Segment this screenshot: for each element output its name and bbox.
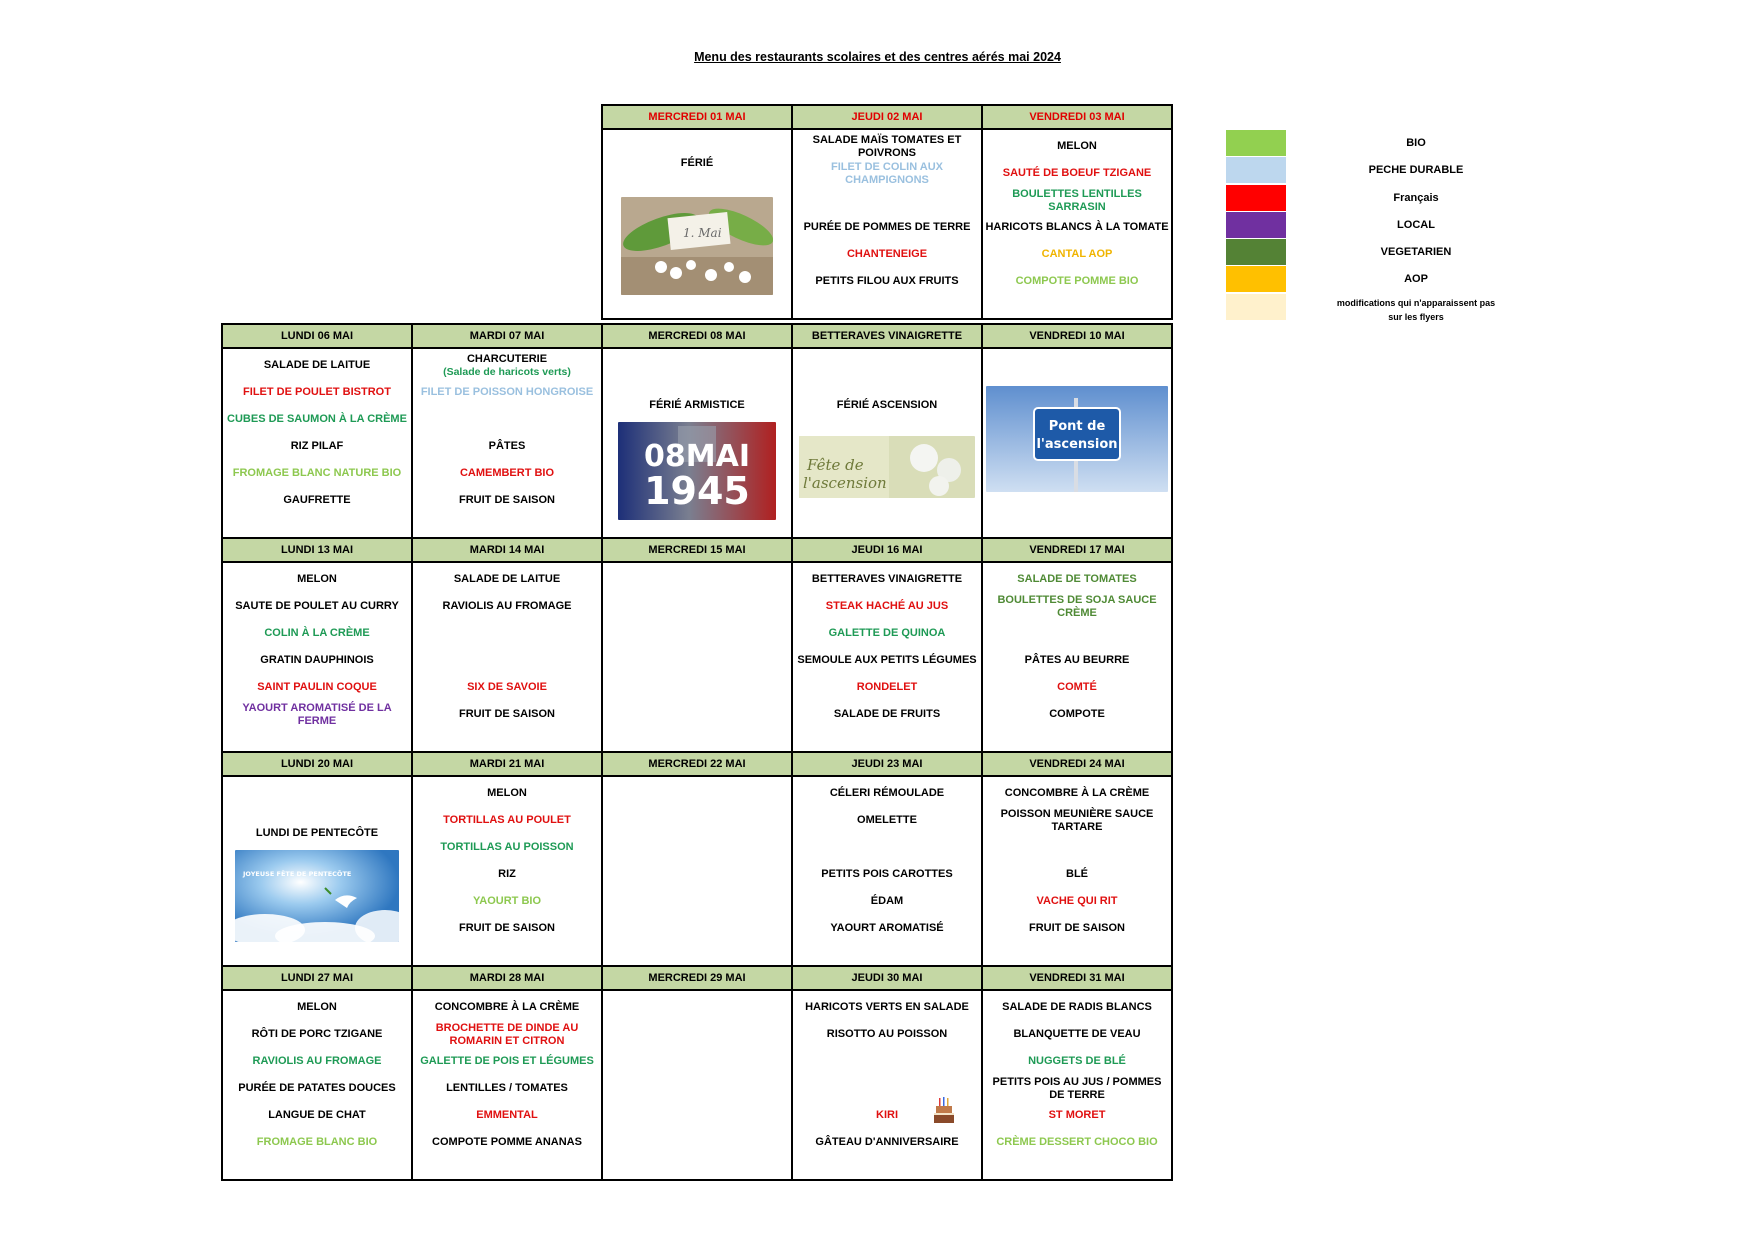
day-header: LUNDI 27 MAI xyxy=(222,966,412,990)
menu-item: FROMAGE BLANC BIO xyxy=(256,1136,378,1148)
menu-item: FRUIT DE SAISON xyxy=(459,922,555,934)
day-header: MERCREDI 22 MAI xyxy=(602,752,792,776)
svg-text:1. Mai: 1. Mai xyxy=(683,226,722,240)
day-cell-mon-13 xyxy=(222,562,412,752)
menu-item: MELON xyxy=(487,787,527,799)
birthday-cake-icon xyxy=(933,1096,955,1126)
svg-text:l'ascension: l'ascension xyxy=(803,474,887,492)
menu-item: FÉRIÉ xyxy=(680,156,714,169)
day-header: VENDREDI 31 MAI xyxy=(982,966,1172,990)
menu-item: BOULETTES LENTILLES SARRASIN xyxy=(1012,187,1142,213)
menu-item: PURÉE DE PATATES DOUCES xyxy=(238,1082,396,1094)
menu-item: RAVIOLIS AU FROMAGE xyxy=(442,600,572,612)
menu-item: PETITS POIS AU JUS / POMMES DE TERRE xyxy=(992,1075,1162,1101)
menu-item: RIZ xyxy=(498,868,516,880)
day-header: LUNDI 13 MAI xyxy=(222,538,412,562)
menu-item: LUNDI DE PENTECÔTE xyxy=(255,827,379,839)
menu-item: FÉRIÉ ARMISTICE xyxy=(649,399,745,411)
day-header: VENDREDI 24 MAI xyxy=(982,752,1172,776)
day-header: MERCREDI 15 MAI xyxy=(602,538,792,562)
menu-item: GALETTE DE POIS ET LÉGUMES xyxy=(420,1055,594,1067)
menu-item: GAUFRETTE xyxy=(283,494,351,506)
day-cell-thu-30 xyxy=(792,990,982,1180)
menu-item: BLANQUETTE DE VEAU xyxy=(1013,1028,1141,1040)
day-header: MARDI 21 MAI xyxy=(412,752,602,776)
menu-item: SALADE DE LAITUE xyxy=(453,573,561,585)
menu-item: ST MORET xyxy=(1048,1109,1106,1121)
menu-item: MELON xyxy=(297,573,337,585)
menu-item: COLIN À LA CRÈME xyxy=(264,627,370,639)
menu-item: TORTILLAS AU POISSON xyxy=(440,841,574,853)
menu-item: GÂTEAU D'ANNIVERSAIRE xyxy=(815,1136,959,1148)
menu-item: CONCOMBRE À LA CRÈME xyxy=(434,1001,580,1013)
menu-item: STEAK HACHÉ AU JUS xyxy=(825,600,949,612)
day-cell-thu-23 xyxy=(792,776,982,966)
menu-item: YAOURT AROMATISÉ xyxy=(830,922,944,934)
menu-item: FRUIT DE SAISON xyxy=(459,708,555,720)
menu-item: POISSON MEUNIÈRE SAUCE TARTARE xyxy=(1000,807,1154,833)
menu-item: SAUTE DE POULET AU CURRY xyxy=(235,600,399,612)
svg-text:Fête de: Fête de xyxy=(807,456,864,474)
page-title: Menu des restaurants scolaires et des centres aérés mai 2024 xyxy=(694,50,1061,64)
menu-item: RISOTTO AU POISSON xyxy=(826,1028,948,1040)
day-header: VENDREDI 03 MAI xyxy=(982,105,1172,129)
menu-item: CÉLERI RÉMOULADE xyxy=(829,787,945,799)
menu-item: SEMOULE AUX PETITS LÉGUMES xyxy=(797,654,977,666)
day-header: JEUDI 02 MAI xyxy=(792,105,982,129)
day-cell-thu-02 xyxy=(792,129,982,319)
day-header: MERCREDI 29 MAI xyxy=(602,966,792,990)
menu-item: SALADE DE LAITUE xyxy=(263,359,371,371)
menu-item: HARICOTS BLANCS À LA TOMATE xyxy=(985,221,1169,233)
menu-item: NUGGETS DE BLÉ xyxy=(1028,1055,1126,1067)
pont-ascension-image xyxy=(986,386,1168,492)
day-cell-mon-20 xyxy=(222,776,412,966)
legend-swatch xyxy=(1226,157,1286,183)
day-header: MERCREDI 08 MAI xyxy=(602,324,792,348)
menu-item: CHARCUTERIE (Salade de haricots verts) xyxy=(443,352,571,378)
menu-item: RONDELET xyxy=(856,681,918,693)
day-cell-wed-01 xyxy=(602,129,792,319)
day-header: LUNDI 06 MAI xyxy=(222,324,412,348)
menu-item: PURÉE DE POMMES DE TERRE xyxy=(803,221,971,233)
day-header: JEUDI 23 MAI xyxy=(792,752,982,776)
menu-item: CRÈME DESSERT CHOCO BIO xyxy=(996,1136,1158,1148)
day-cell-wed-08 xyxy=(602,348,792,538)
menu-item: COMTÉ xyxy=(1057,681,1097,693)
day-cell-fri-03 xyxy=(982,129,1172,319)
menu-item: PÂTES xyxy=(488,440,526,452)
day-cell-tue-07 xyxy=(412,348,602,538)
day-header: MERCREDI 01 MAI xyxy=(602,105,792,129)
menu-item: SALADE DE FRUITS xyxy=(833,708,941,720)
menu-item: OMELETTE xyxy=(857,814,917,826)
menu-item: COMPOTE POMME ANANAS xyxy=(432,1136,582,1148)
day-cell-mon-06 xyxy=(222,348,412,538)
lily-of-the-valley-image xyxy=(621,197,773,295)
week-1-table xyxy=(601,104,1173,320)
legend-swatch xyxy=(1226,185,1286,211)
menu-item: GRATIN DAUPHINOIS xyxy=(260,654,374,666)
menu-item: FRUIT DE SAISON xyxy=(459,494,555,506)
menu-item: BLÉ xyxy=(1066,868,1088,880)
day-header: LUNDI 20 MAI xyxy=(222,752,412,776)
menu-item: BOULETTES DE SOJA SAUCE CRÈME xyxy=(997,593,1157,619)
day-header: MARDI 14 MAI xyxy=(412,538,602,562)
legend-label: BIO xyxy=(1406,137,1426,149)
day-header: JEUDI 30 MAI xyxy=(792,966,982,990)
day-cell-tue-21 xyxy=(412,776,602,966)
day-header: MARDI 28 MAI xyxy=(412,966,602,990)
menu-item: BETTERAVES VINAIGRETTE xyxy=(811,573,963,585)
ascension-image xyxy=(799,436,975,498)
menu-item: FRUIT DE SAISON xyxy=(1029,922,1125,934)
day-cell-mon-27 xyxy=(222,990,412,1180)
svg-text:1945: 1945 xyxy=(644,469,750,513)
day-header: VENDREDI 17 MAI xyxy=(982,538,1172,562)
menu-item: SALADE MAÏS TOMATES ET POIVRONS xyxy=(812,133,962,159)
legend-label: AOP xyxy=(1404,273,1428,286)
svg-text:l'ascension: l'ascension xyxy=(1036,437,1118,452)
day-cell-fri-17 xyxy=(982,562,1172,752)
menu-item: RIZ PILAF xyxy=(290,440,344,452)
menu-item: ÉDAM xyxy=(870,895,904,907)
menu-item: GALETTE DE QUINOA xyxy=(828,627,946,639)
menu-item: FILET DE POISSON HONGROISE xyxy=(420,386,594,398)
menu-item: CUBES DE SAUMON À LA CRÈME xyxy=(227,413,407,425)
legend-swatch xyxy=(1226,294,1286,320)
svg-text:Pont de: Pont de xyxy=(1048,419,1106,434)
day-header: BETTERAVES VINAIGRETTE xyxy=(792,324,982,348)
menu-item: MELON xyxy=(297,1001,337,1013)
menu-item: VACHE QUI RIT xyxy=(1036,895,1118,907)
legend-label: VEGETARIEN xyxy=(1380,246,1452,259)
day-cell-wed-15 xyxy=(602,562,792,752)
menu-item: CHANTENEIGE xyxy=(846,248,928,260)
menu-item: RAVIOLIS AU FROMAGE xyxy=(252,1055,382,1067)
menu-item: LENTILLES / TOMATES xyxy=(446,1082,568,1094)
menu-item: PETITS POIS CAROTTES xyxy=(821,868,953,880)
legend-label: LOCAL xyxy=(1397,218,1435,231)
menu-item: RÔTI DE PORC TZIGANE xyxy=(251,1028,383,1040)
menu-item: SAINT PAULIN COQUE xyxy=(257,681,377,693)
menu-item: SIX DE SAVOIE xyxy=(467,681,547,693)
day-cell-wed-29 xyxy=(602,990,792,1180)
menu-item: CANTAL AOP xyxy=(1041,248,1113,260)
menu-item: LANGUE DE CHAT xyxy=(268,1109,366,1121)
menu-item: CONCOMBRE À LA CRÈME xyxy=(1004,787,1150,799)
day-header: VENDREDI 10 MAI xyxy=(982,324,1172,348)
day-cell-thu-16 xyxy=(792,562,982,752)
day-cell-fri-10 xyxy=(982,348,1172,538)
day-header: JEUDI 16 MAI xyxy=(792,538,982,562)
legend-swatch xyxy=(1226,266,1286,292)
menu-item: COMPOTE POMME BIO xyxy=(1015,275,1139,287)
menu-item: CAMEMBERT BIO xyxy=(459,467,555,479)
menu-item: BROCHETTE DE DINDE AU ROMARIN ET CITRON xyxy=(435,1021,579,1047)
svg-text:JOYEUSE FÊTE DE PENTECÔTE: JOYEUSE FÊTE DE PENTECÔTE xyxy=(243,870,352,878)
menu-item: KIRI xyxy=(793,1102,981,1129)
menu-item: SALADE DE RADIS BLANCS xyxy=(1002,1001,1152,1013)
legend-swatch xyxy=(1226,130,1286,156)
legend-label: Français xyxy=(1393,191,1439,204)
menu-item: SAUTÉ DE BOEUF TZIGANE xyxy=(1002,167,1152,179)
menu-item: PÂTES AU BEURRE xyxy=(1024,654,1130,666)
legend-swatch xyxy=(1226,212,1286,238)
weeks-table xyxy=(221,323,1173,1181)
menu-item: EMMENTAL xyxy=(476,1109,538,1121)
menu-item: YAOURT AROMATISÉ DE LA FERME xyxy=(242,701,392,727)
menu-item: MELON xyxy=(1057,140,1097,152)
day-cell-fri-31 xyxy=(982,990,1172,1180)
menu-item: SALADE DE TOMATES xyxy=(1017,573,1137,585)
day-header: MARDI 07 MAI xyxy=(412,324,602,348)
armistice-1945-image xyxy=(618,422,776,520)
menu-item: PETITS FILOU AUX FRUITS xyxy=(815,275,959,287)
legend-label: modifications qui n'apparaissent pas sur les flyers xyxy=(1336,297,1496,322)
pentecost-image xyxy=(235,850,399,942)
menu-item: FÉRIÉ ASCENSION xyxy=(836,399,938,411)
menu-item: HARICOTS VERTS EN SALADE xyxy=(805,1001,969,1013)
menu-item: YAOURT BIO xyxy=(472,895,542,907)
menu-item: TORTILLAS AU POULET xyxy=(443,814,571,826)
day-cell-tue-14 xyxy=(412,562,602,752)
svg-text:08MAI: 08MAI xyxy=(644,439,750,474)
menu-item: FILET DE POULET BISTROT xyxy=(243,386,391,398)
menu-item: FROMAGE BLANC NATURE BIO xyxy=(232,467,402,479)
menu-item: COMPOTE xyxy=(1049,708,1105,720)
day-cell-tue-28 xyxy=(412,990,602,1180)
day-cell-thu-09 xyxy=(792,348,982,538)
legend-swatch xyxy=(1226,239,1286,265)
day-cell-fri-24 xyxy=(982,776,1172,966)
legend-label: PECHE DURABLE xyxy=(1368,164,1464,177)
menu-item: FILET DE COLIN AUX CHAMPIGNONS xyxy=(830,160,944,186)
day-cell-wed-22 xyxy=(602,776,792,966)
